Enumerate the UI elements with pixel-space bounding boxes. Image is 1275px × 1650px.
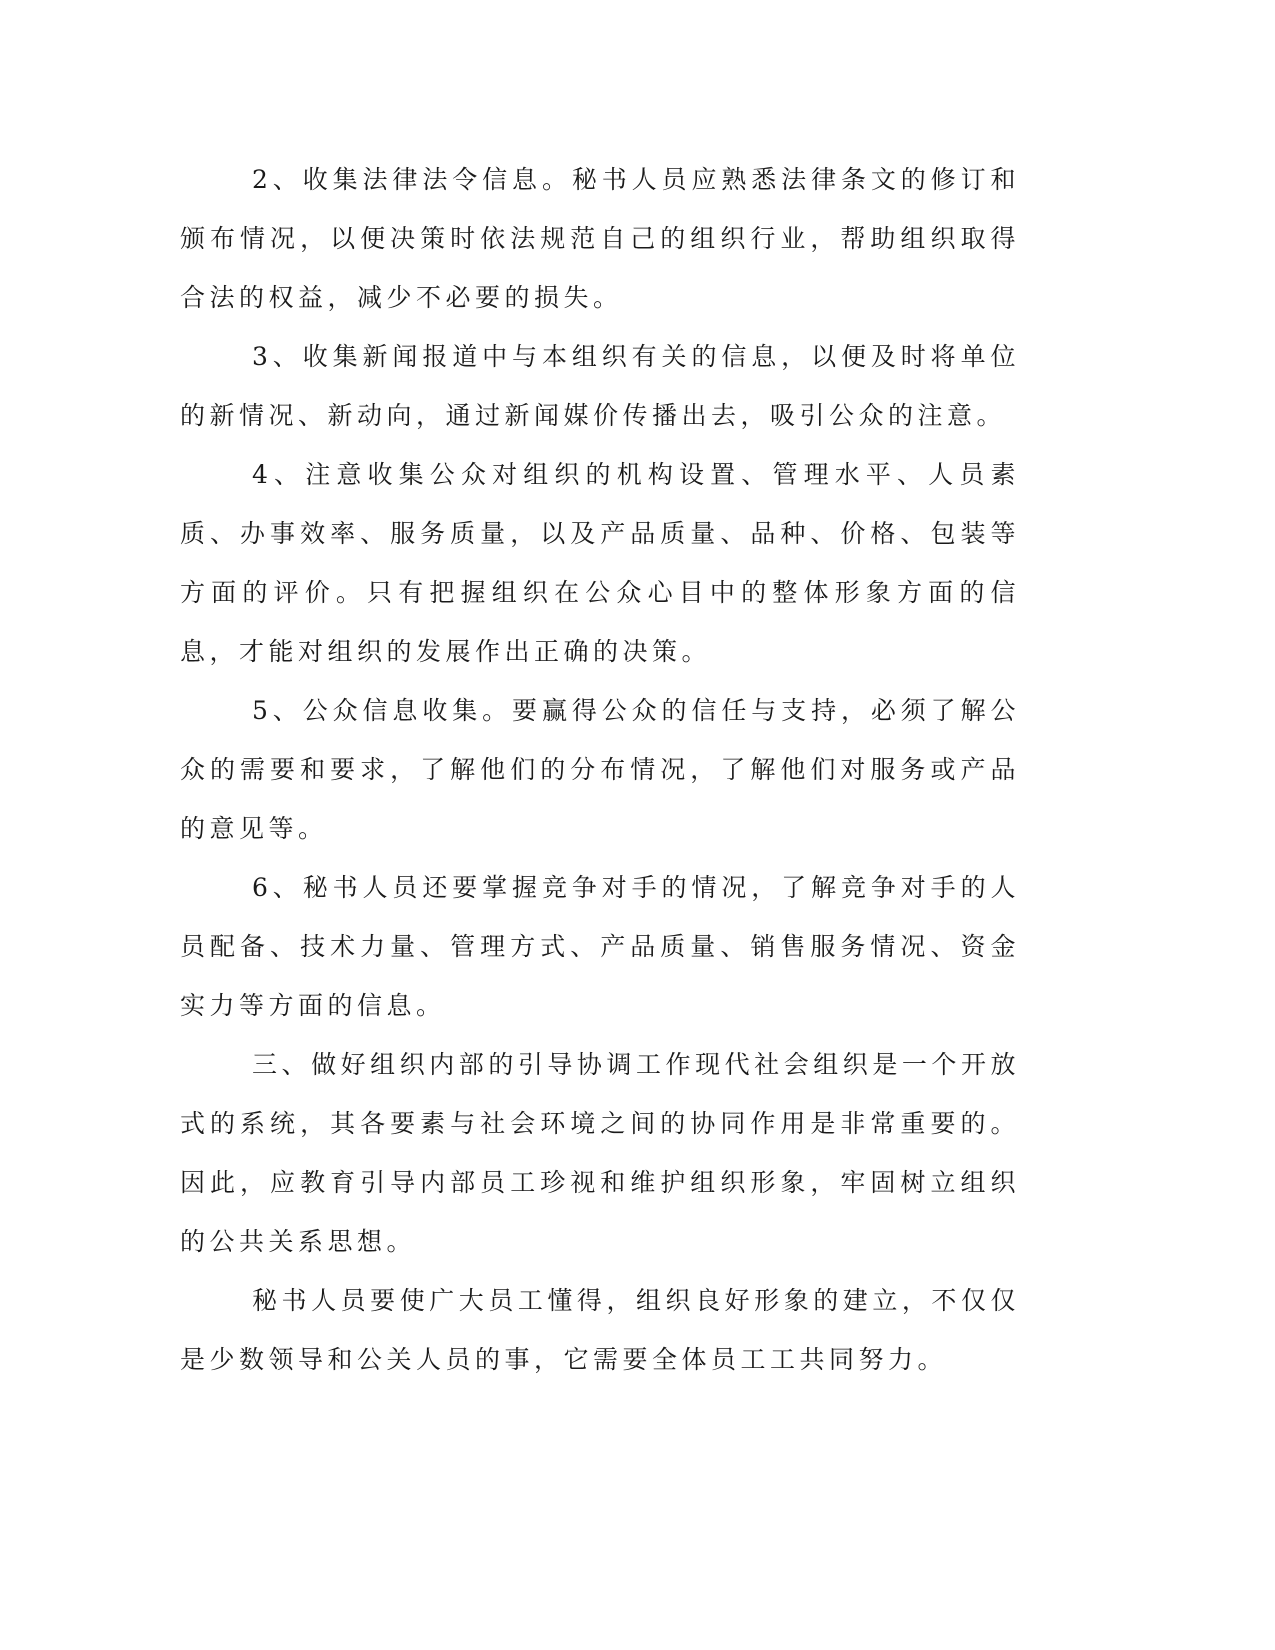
paragraph-public-evaluation: 4、注意收集公众对组织的机构设置、管理水平、人员素质、办事效率、服务质量，以及产品质量、品种、价格、包装等方面的评价。只有把握组织在公众心目中的整体形象方面的信息，才能对组织的发展作出正确的决策。 (180, 460, 1020, 666)
paragraph-legal-info: 2、收集法律法令信息。秘书人员应熟悉法律条文的修订和颁布情况，以便决策时依法规范自己的组织行业，帮助组织取得合法的权益，减少不必要的损失。 (180, 165, 1020, 312)
paragraph-news-info: 3、收集新闻报道中与本组织有关的信息，以便及时将单位的新情况、新动向，通过新闻媒价传播出去，吸引公众的注意。 (180, 342, 1020, 430)
body-text (180, 150, 1020, 1389)
paragraph-internal-coordination: 三、做好组织内部的引导协调工作现代社会组织是一个开放式的系统，其各要素与社会环境之间的协同作用是非常重要的。因此，应教育引导内部员工珍视和维护组织形象，牢固树立组织的公共关系思想。 (180, 1050, 1020, 1256)
paragraph-competitor-info: 6、秘书人员还要掌握竞争对手的情况，了解竞争对手的人员配备、技术力量、管理方式、产品质量、销售服务情况、资金实力等方面的信息。 (180, 873, 1020, 1020)
paragraph-employee-awareness: 秘书人员要使广大员工懂得，组织良好形象的建立，不仅仅是少数领导和公关人员的事，它需要全体员工工共同努力。 (180, 1286, 1020, 1374)
paragraph-public-info: 5、公众信息收集。要赢得公众的信任与支持，必须了解公众的需要和要求，了解他们的分布情况，了解他们对服务或产品的意见等。 (180, 696, 1020, 843)
